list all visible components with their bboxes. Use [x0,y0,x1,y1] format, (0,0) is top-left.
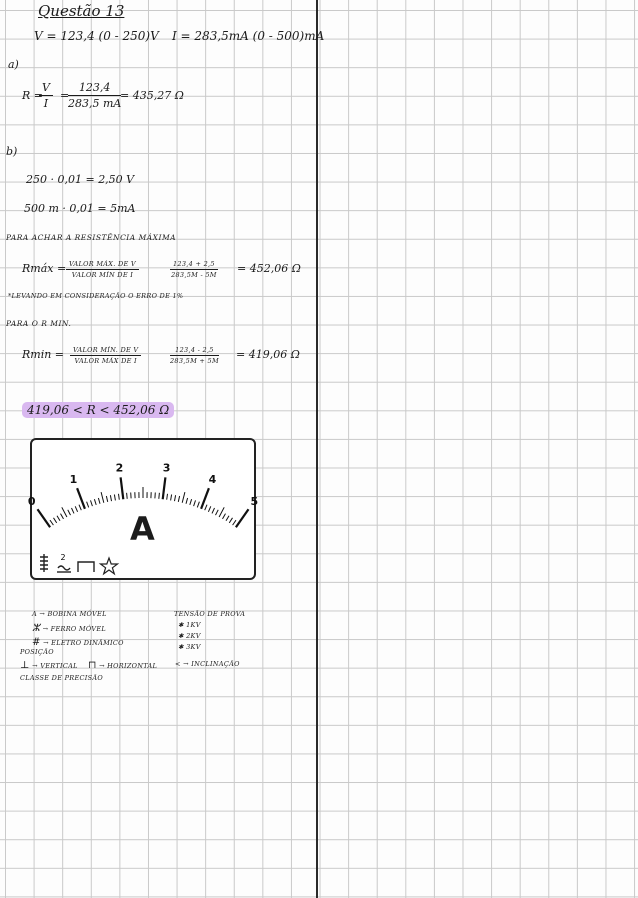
scale-minor-tick [50,520,53,525]
error-note: *LEVANDO EM CONSIDERAÇÃO O ERRO DE 1% [8,292,184,300]
scale-minor-tick [219,507,224,517]
ammeter-drawing [27,438,259,580]
rmin-result: = 419,06 Ω [236,348,300,361]
scale-minor-tick [62,507,67,517]
scale-minor-tick [216,510,219,515]
horizontal-legend-icon: ⊓ [88,660,97,671]
scale-major-tick [201,488,209,509]
legend-posicao-title: POSIÇÃO [20,648,54,656]
rmax-words-denominator: VALOR MÍN DE I [71,271,134,279]
scale-minor-tick [223,514,226,519]
rmax-words-fraction [66,260,139,279]
current-error-calc: 500 m · 0,01 = 5mA [24,202,136,215]
resistance-range [22,403,174,417]
legend-horizontal [88,660,157,671]
scale-minor-tick [167,494,168,500]
scale-minor-tick [186,498,188,504]
ratio-value-denominator: 283,5 mA [68,97,122,110]
legend-tensao-3kv-text: 3KV [186,643,201,651]
scale-minor-tick [79,505,81,511]
scale-minor-tick [91,500,93,506]
ammeter-unit-letter: A [130,510,155,548]
scale-major-tick [77,488,85,509]
scale-label: 4 [208,472,217,486]
voltage-error-calc: 250 · 0,01 = 2,50 V [26,173,135,186]
scale-minor-tick [229,518,232,523]
scale-minor-tick [178,496,179,502]
scale-minor-tick [57,516,60,521]
scale-minor-tick [159,493,160,499]
star-icon [101,558,118,574]
ratio-value-numerator: 123,4 [68,81,121,96]
legend-tensao-1kv [178,621,201,629]
scale-minor-tick [98,498,100,504]
scale-minor-tick [197,502,199,508]
scale-minor-tick [226,516,229,521]
given-current: I = 283,5mA (0 - 500)mA [172,29,325,43]
legend-horizontal-text: → HORIZONTAL [99,662,158,670]
rmin-values-denominator: 283,5M + 5M [170,357,219,365]
scale-minor-tick [208,506,210,512]
legend-tensao-3kv [178,643,201,651]
scale-minor-tick [54,518,57,523]
scale-major-tick [121,477,124,499]
scale-minor-tick [233,520,236,525]
resistance-lhs: R = [22,89,43,102]
scale-major-tick [163,477,166,499]
legend-ferro-movel [32,623,106,634]
rmin-words-denominator: VALOR MÁX DE I [74,357,137,365]
rmax-values-fraction [170,260,218,279]
rmin-values-fraction [170,346,219,365]
ratio-numerator: V [39,81,53,96]
scale-minor-tick [205,505,207,511]
scale-minor-tick [175,495,176,501]
legend-ferro-movel-text: → FERRO MÓVEL [42,625,107,633]
min-resistance-heading: PARA O R MIN. [6,319,72,328]
legend-classe-precisao: CLASSE DE PRECISÃO [20,674,104,682]
scale-minor-tick [75,506,77,512]
star-3kv-icon: ✱ [178,643,184,651]
scale-major-tick [38,509,51,527]
symbol-two: 2 [60,553,66,562]
ratio-denominator: I [43,97,49,110]
scale-minor-tick [94,499,96,505]
scale-minor-tick [101,492,104,503]
resistance-result: = 435,27 Ω [120,89,184,102]
rmax-values-numerator: 123,4 + 2,5 [170,260,218,270]
resistance-range-highlight: 419,06 < R < 452,06 Ω [22,402,174,418]
scale-major-tick [236,509,249,527]
scale-minor-tick [106,496,107,502]
scale-minor-tick [61,514,64,519]
equals-sign: = [60,89,70,102]
rmin-words-numerator: VALOR MÍN. DE V [70,346,141,356]
rmin-values-numerator: 123,4 - 2,5 [170,346,219,356]
scale-minor-tick [87,502,89,508]
star-2kv-icon: ✱ [178,632,184,640]
part-b-label: b) [6,145,18,158]
scale-label: 0 [27,495,36,509]
rmax-result: = 452,06 Ω [237,262,301,275]
scale-minor-tick [171,495,172,501]
page-title: Questão 13 [38,2,125,20]
vertical-legend-icon: ⊥ [20,660,30,671]
scale-minor-tick [190,499,192,505]
rmin-lhs: Rmin = [22,348,65,361]
scale-minor-tick [119,494,120,500]
legend-inclinacao: < → INCLINAÇÃO [175,660,240,668]
scale-label: 1 [69,472,78,486]
ratio-v-over-i [39,81,53,110]
scale-minor-tick [194,500,196,506]
scale-minor-tick [72,508,75,513]
scale-minor-tick [212,508,215,513]
ammeter-symbols [38,550,138,576]
rmin-words-fraction [70,346,141,365]
legend-tensao-2kv [178,632,201,640]
rmax-lhs: Rmáx = [22,262,67,275]
legend-eletro-dinamico-text: → ELETRO DINÂMICO [43,639,124,647]
horizontal-position-icon [78,562,94,572]
rmax-words-numerator: VALOR MÁX. DE V [66,260,139,270]
star-1kv-icon: ✱ [178,621,184,629]
max-resistance-heading: PARA ACHAR A RESISTÊNCIA MÁXIMA [6,233,177,242]
ferro-movel-symbol-icon [40,554,48,572]
scale-minor-tick [127,493,128,499]
ratio-values [68,81,121,110]
legend-tensao-title: TENSÃO DE PROVA [174,610,246,618]
eletro-legend-icon: # [32,637,41,648]
scale-label: 2 [115,461,124,475]
ferro-legend-icon: ⵣ [32,623,41,634]
given-voltage: V = 123,4 (0 - 250)V [34,29,159,43]
legend-tensao-2kv-text: 2KV [186,632,201,640]
legend-vertical-text: → VERTICAL [32,662,78,670]
wavy-symbol-icon [58,566,70,570]
scale-label: 5 [250,495,259,509]
legend-bobina-movel: A → BOBINA MÓVEL [32,610,107,618]
scale-label: 3 [162,461,171,475]
legend-eletro-dinamico [32,637,124,648]
scale-minor-tick [114,495,115,501]
scale-minor-tick [182,492,185,503]
legend-vertical [20,660,78,671]
legend-tensao-1kv-text: 1KV [186,621,201,629]
rmax-values-denominator: 283,5M - 5M [171,271,217,279]
scale-minor-tick [110,495,111,501]
scale-minor-tick [68,510,71,515]
part-a-label: a) [8,58,19,71]
scale-labels [28,461,258,508]
notebook-margin-line [316,0,318,898]
